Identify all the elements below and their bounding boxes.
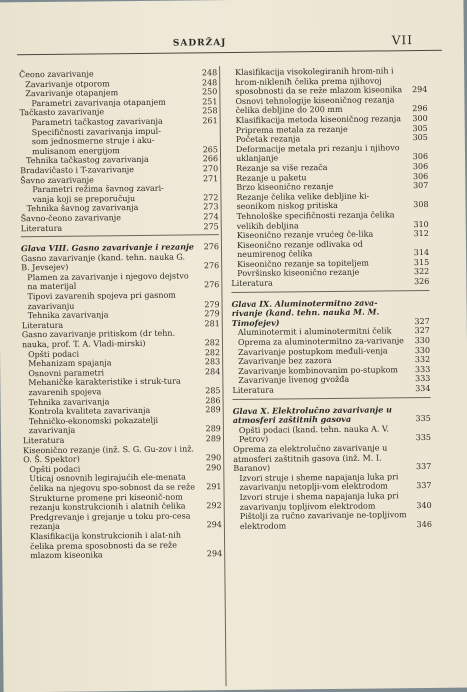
toc-entry-title: Opšti podaci (kand. tehn. nauka A. V. Petrov) bbox=[239, 424, 411, 445]
toc-entry-page: 337 bbox=[411, 481, 431, 491]
header-rule bbox=[17, 50, 442, 55]
toc-entry-title: Parametri tačkastog zavarivanja bbox=[32, 116, 198, 127]
toc-entry bbox=[22, 377, 220, 398]
toc-entry-page: 327 bbox=[410, 326, 430, 336]
toc-entry-title: Literatura bbox=[22, 319, 200, 330]
toc-entry-title: Aluminotermit i aluminotermitni čelik bbox=[238, 327, 410, 338]
toc-entry-page: 294 bbox=[202, 549, 222, 559]
toc-entry-title: Osnovi tehnologije kiseoničnog rezanja čelika debljine do 200 mm bbox=[235, 95, 407, 116]
toc-entry-page: 306 bbox=[408, 152, 428, 162]
toc-entry-title: Zavarivanje otporom bbox=[25, 78, 197, 89]
toc-entry-title: Klasifikacija metoda kiseoničnog rezanja bbox=[236, 114, 408, 125]
toc-entry-title: Literatura bbox=[21, 222, 199, 233]
toc-column-left bbox=[19, 68, 222, 561]
toc-entry bbox=[233, 472, 431, 493]
toc-entry bbox=[22, 329, 220, 350]
toc-entry-title: Klasifikacija konstrukcionih i alat-nih čelika prema sposobnosti da se reže mlazom kiseonika bbox=[30, 530, 202, 561]
toc-entry-page: 330 bbox=[410, 346, 430, 356]
toc-entry-title: Glava VIII. Gasno zavarivanje i rezanje bbox=[21, 242, 199, 253]
toc-entry-title: vanja koji se preporučuju bbox=[32, 193, 198, 204]
toc-entry-title: Osnovni parametri bbox=[28, 367, 200, 378]
toc-entry bbox=[24, 511, 222, 532]
toc-entry-page: 282 bbox=[200, 338, 220, 348]
toc-entry bbox=[231, 210, 429, 231]
toc-entry-title: Predgrevanje i grejanje u toku pro-cesa rezanja bbox=[30, 511, 202, 532]
toc-entry bbox=[24, 492, 222, 513]
toc-entry bbox=[229, 66, 427, 97]
toc-entry-title: som jednosmerne struje i aku- bbox=[32, 136, 198, 147]
toc-entry-title: Tehnološke specifičnosti rezanja čelika velikih debljina bbox=[237, 210, 409, 231]
toc-entry-page: 335 bbox=[411, 414, 431, 424]
toc-entry-page: 282 bbox=[200, 348, 220, 358]
toc-entry-page: 285 bbox=[200, 386, 220, 396]
toc-entry-page: 290 bbox=[201, 463, 221, 473]
toc-entry-page: 340 bbox=[412, 500, 432, 510]
toc-entry bbox=[21, 252, 219, 273]
toc-entry bbox=[229, 95, 427, 116]
toc-entry-title: Brzo kiseonično rezanje bbox=[236, 181, 408, 192]
toc-entry-page: 275 bbox=[199, 222, 219, 232]
toc-entry-page: 346 bbox=[412, 520, 432, 530]
toc-entry-page: 306 bbox=[408, 162, 428, 172]
toc-entry-title: Oprema za elektrolučno zavarivanje u atmosferi zaštitnih gasova (inž. M. I. Baranov) bbox=[233, 443, 411, 474]
toc-entry bbox=[234, 491, 432, 512]
toc-entry bbox=[233, 443, 431, 474]
toc-entry-page: 333 bbox=[410, 374, 430, 384]
toc-entry-title: Kiseonično rezanje vrućeg če-lika bbox=[237, 229, 409, 240]
toc-entry-title: Priprema metala za rezanje bbox=[236, 124, 408, 135]
toc-entry-title: Strukturne promene pri kiseonič-nom rezanju konstrukcionih i alatnih čelika bbox=[30, 492, 202, 513]
toc-entry-title: Zavarivanje kombinovanim po-stupkom bbox=[238, 365, 410, 376]
chapter-rule bbox=[233, 397, 431, 400]
toc-entry-page: 279 bbox=[200, 300, 220, 310]
toc-entry-title: Tačkasto zavarivanje bbox=[20, 107, 198, 118]
toc-entry-title: Kiseonično rezanje odlivaka od neumirenog čelika bbox=[237, 239, 409, 260]
toc-entry-page: 258 bbox=[198, 107, 218, 117]
toc-entry-page: 284 bbox=[200, 367, 220, 377]
toc-entry bbox=[24, 530, 222, 561]
toc-entry bbox=[21, 290, 219, 311]
toc-entry-page: 248 bbox=[197, 78, 217, 88]
toc-column-right bbox=[229, 66, 432, 531]
toc-entry bbox=[230, 143, 428, 164]
toc-entry-page: 307 bbox=[408, 181, 428, 191]
toc-entry-page: 250 bbox=[197, 87, 217, 97]
toc-entry-title: Uticaj osnovnih legirajućih ele-menata čelika na njegovu spo-sobnost da se reže bbox=[29, 473, 201, 494]
toc-entry-title: Izvori struje i shema napajanja luka pri zavarivanju topljivom elektrodom bbox=[240, 491, 412, 512]
toc-entry-page: 276 bbox=[199, 242, 219, 252]
toc-entry bbox=[234, 510, 432, 531]
toc-entry-title: Zavarivanje otapanjem bbox=[25, 88, 197, 99]
toc-entry-title: Glava IX. Aluminotermitno zava-rivanje (kand. tehn. nauka M. M. Timofejev) bbox=[232, 298, 410, 329]
toc-entry-title: Deformacije metala pri rezanju i njihovo uklanjanje bbox=[236, 143, 408, 164]
toc-entry bbox=[230, 191, 428, 212]
chapter-rule bbox=[231, 290, 429, 293]
toc-entry-title: Literatura bbox=[23, 434, 201, 445]
toc-entry-title: Opšti podaci bbox=[29, 463, 201, 474]
toc-entry-title: Glava X. Elektrolučno zavarivanje u atmosferi zaštitnih gasova bbox=[233, 405, 411, 426]
toc-entry-page: 300 bbox=[408, 114, 428, 124]
toc-entry-page: 334 bbox=[410, 384, 430, 394]
toc-entry-page: 296 bbox=[407, 104, 427, 114]
toc-entry-title: Bradavičasto i T-zavarivanje bbox=[20, 164, 198, 175]
toc-entry-page: 276 bbox=[199, 261, 219, 271]
toc-entry bbox=[21, 222, 219, 234]
toc-entry-title: Šavno-čeono zavarivanje bbox=[21, 212, 199, 223]
toc-entry-page: 276 bbox=[199, 281, 219, 291]
toc-entry-page: 271 bbox=[198, 174, 218, 184]
toc-chapter-entry bbox=[233, 405, 431, 426]
toc-entry-title: Kontrola kvaliteta zavarivanja bbox=[29, 406, 201, 417]
toc-entry-page: 322 bbox=[409, 267, 429, 277]
toc-entry-title: Zavarivanje postupkom međuli-venja bbox=[238, 346, 410, 357]
toc-entry-page: 335 bbox=[411, 433, 431, 443]
toc-entry-page: 274 bbox=[199, 212, 219, 222]
toc-entry-title: Rezanje sa više rezača bbox=[236, 162, 408, 173]
running-head-title: SADRŽAJ bbox=[173, 38, 227, 49]
toc-entry-page: 272 bbox=[198, 193, 218, 203]
toc-entry-title: Tehnika tačkastog zavarivanja bbox=[26, 155, 198, 166]
toc-entry-title: Površinsko kiseonično rezanje bbox=[237, 268, 409, 279]
toc-entry-page: 312 bbox=[409, 229, 429, 239]
toc-entry-title: Klasifikacija visokolegiranih hrom-nih i hrom-nikleniħ čelika prema njihovoj sposobnosti da se reže mlazom kiseonika bbox=[235, 66, 407, 97]
toc-entry-page: 265 bbox=[198, 145, 218, 155]
toc-entry-title: Tipovi zavarenih spojeva pri gasnom zavarivanju bbox=[27, 290, 199, 311]
toc-entry-page: 279 bbox=[200, 309, 220, 319]
toc-entry bbox=[231, 239, 429, 260]
toc-entry-title: Parametri zavarivanja otapanjem bbox=[31, 97, 197, 108]
toc-entry-title: Rezanje čelika velike debljine ki-seonikom niskog pritiska bbox=[236, 191, 408, 212]
toc-entry-title: Zavarivanje livenog gvožđa bbox=[238, 375, 410, 386]
toc-entry-page: 273 bbox=[199, 202, 219, 212]
toc-entry-title: Kiseonično rezanje (inž. S. G. Gu-zov i inž. O. Š. Spektor) bbox=[23, 444, 201, 465]
toc-chapter-entry bbox=[232, 298, 430, 329]
toc-entry bbox=[232, 384, 430, 396]
toc-entry-page: 306 bbox=[408, 171, 428, 181]
toc-entry bbox=[21, 271, 219, 292]
toc-entry-title: Specifičnosti zavarivanja impul- bbox=[32, 126, 198, 137]
toc-entry-title: Početak rezanja bbox=[236, 133, 408, 144]
toc-entry-page: 251 bbox=[197, 97, 217, 107]
toc-entry-title: Literatura bbox=[231, 277, 409, 288]
page-number: VII bbox=[392, 33, 413, 47]
toc-entry bbox=[233, 424, 431, 445]
toc-entry-page: 289 bbox=[201, 405, 221, 415]
toc-entry bbox=[231, 277, 429, 289]
toc-entry-title: Izvori struje i sheme napajanja luka pri zavarivanju netoplji-vom elektrodom bbox=[239, 472, 411, 493]
toc-entry-page: 261 bbox=[198, 116, 218, 126]
toc-entry-page: 327 bbox=[410, 317, 430, 327]
toc-entry-page: 289 bbox=[201, 425, 221, 435]
toc-entry-title: Opšti podaci bbox=[28, 348, 200, 359]
toc-entry-page: 305 bbox=[408, 133, 428, 143]
toc-entry-page: 283 bbox=[200, 357, 220, 367]
toc-entry-page: 294 bbox=[407, 85, 427, 95]
toc-entry-page: 291 bbox=[201, 482, 221, 492]
toc-entry-title: Gasno zavarivanje pritiskom (dr tehn. nauka, prof. T. A. Vladi-mirski) bbox=[22, 329, 200, 350]
toc-entry-title: Pištolji za ručno zavarivanje ne-topljivom elektrodom bbox=[240, 510, 412, 531]
toc-entry-title: mulisanom energijom bbox=[32, 145, 198, 156]
toc-entry-page: 248 bbox=[197, 68, 217, 78]
toc-entry-page: 308 bbox=[408, 200, 428, 210]
toc-entry-title: Tehnika zavarivanja bbox=[28, 310, 200, 321]
toc-entry-page: 332 bbox=[410, 355, 430, 365]
toc-entry-title: Literatura bbox=[232, 384, 410, 395]
toc-entry-page: 292 bbox=[202, 501, 222, 511]
toc-entry-title: Čeono zavarivanje bbox=[19, 68, 197, 79]
toc-entry-title: Oprema za aluminotermitno za-varivanje bbox=[238, 336, 410, 347]
toc-entry-page: 337 bbox=[411, 462, 431, 472]
toc-entry-page: 305 bbox=[408, 124, 428, 134]
toc-entry-title: Tehnika zavarivanja bbox=[29, 396, 201, 407]
toc-entry-page: 315 bbox=[409, 258, 429, 268]
toc-entry-page: 326 bbox=[409, 277, 429, 287]
toc-entry-title: Mehanizam spajanja bbox=[28, 358, 200, 369]
toc-entry-page: 290 bbox=[201, 453, 221, 463]
toc-entry-title: Rezanje u paketu bbox=[236, 172, 408, 183]
toc-entry-page: 286 bbox=[201, 396, 221, 406]
toc-entry-title: Kiseonično rezanje sa topitelјem bbox=[237, 258, 409, 269]
toc-entry bbox=[23, 415, 221, 436]
toc-entry-page: 310 bbox=[409, 219, 429, 229]
toc-entry-title: Šavno zavarivanje bbox=[20, 174, 198, 185]
toc-entry-title: Zavarivanje bez zazora bbox=[238, 355, 410, 366]
toc-entry-page: 266 bbox=[198, 154, 218, 164]
toc-entry-title: Parametri režima šavnog zavari- bbox=[32, 183, 198, 194]
toc-entry-title: Mehaničke karakteristike i struk-tura zavarenih spojeva bbox=[28, 377, 200, 398]
toc-entry-title: Tehnika šavnog zavarivanja bbox=[27, 203, 199, 214]
chapter-rule bbox=[21, 234, 219, 237]
toc-entry-page: 314 bbox=[409, 248, 429, 258]
toc-entry bbox=[23, 472, 221, 493]
toc-entry-page: 281 bbox=[200, 319, 220, 329]
toc-entry bbox=[23, 444, 221, 465]
toc-entry-title: Gasno zavarivanje (kand. tehn. nauka G. B. Jevsejev) bbox=[21, 252, 199, 273]
toc-entry-page: 289 bbox=[201, 434, 221, 444]
toc-entry-page: 333 bbox=[410, 365, 430, 375]
toc-entry-page: 294 bbox=[202, 520, 222, 530]
toc-entry-page: 270 bbox=[198, 164, 218, 174]
toc-entry-title: Plamen za zavarivanje i njegovo dejstvo na materijal bbox=[27, 271, 199, 292]
toc-entry-title: Tehničko-ekonomski pokazatelji zavarivanja bbox=[29, 415, 201, 436]
toc-entry-page: 330 bbox=[410, 336, 430, 346]
